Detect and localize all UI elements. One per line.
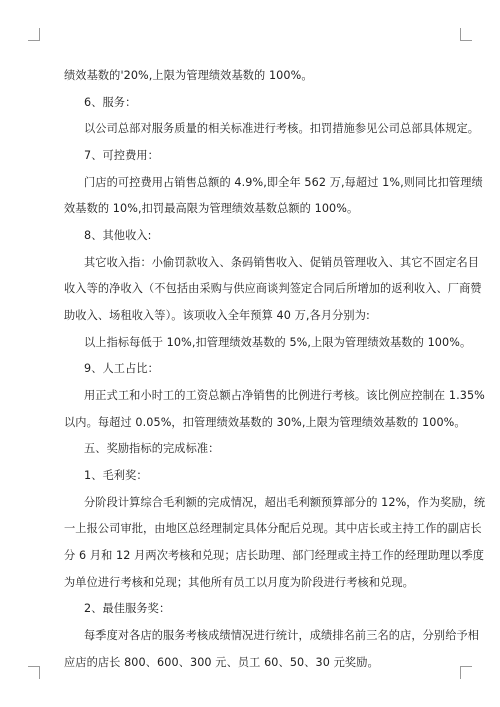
text-line: 用正式工和小时工的工资总额占净销售的比例进行考核。该比例应控制在 1.35% <box>84 389 485 402</box>
crop-mark-bottom-right <box>460 666 472 679</box>
text-line: 分 6 月和 12 月两次考核和兑现；店长助理、部门经理或主持工作的经理助理以季度 <box>64 549 485 562</box>
section-heading: 1、毛利奖： <box>84 469 148 482</box>
crop-mark-top-right <box>460 28 472 41</box>
section-heading: 7、可控费用： <box>84 149 159 162</box>
text-line: 为单位进行考核和兑现；其他所有员工以月度为阶段进行考核和兑现。 <box>64 576 414 589</box>
text-line: 以公司总部对服务质量的相关标准进行考核。扣罚措施参见公司总部具体规定。 <box>84 122 480 135</box>
section-heading: 2、最佳服务奖： <box>84 602 171 615</box>
section-heading: 五、奖励指标的完成标准： <box>84 442 220 455</box>
crop-mark-top-left <box>28 28 40 41</box>
text-line: 收入等的净收入（不包括由采购与供应商谈判签定合同后所增加的返利收入、厂商赞 <box>64 282 482 295</box>
section-heading: 8、其他收入: <box>84 229 152 242</box>
text-line: 绩效基数的'20%,上限为管理绩效基数的 100%。 <box>64 69 313 82</box>
text-line: 以上指标每低于 10%,扣管理绩效基数的 5%,上限为管理绩效基数的 100%。 <box>84 336 472 349</box>
text-line: 每季度对各店的服务考核成绩情况进行统计，成绩排名前三名的店，分别给予相 <box>84 629 480 642</box>
text-line: 助收入、场租收入等）。该项收入全年预算 40 万,各月分别为: <box>64 309 370 322</box>
text-line: 其它收入指：小偷罚款收入、条码销售收入、促销员管理收入、其它不固定名目 <box>84 256 480 269</box>
crop-mark-bottom-left <box>28 666 40 679</box>
section-heading: 6、服务： <box>84 96 137 109</box>
text-line: 一上报公司审批，由地区总经理制定具体分配后兑现。其中店长或主持工作的副店长 <box>64 522 482 535</box>
text-line: 应店的店长 800、600、300 元、员工 60、50、30 元奖励。 <box>64 656 379 669</box>
text-line: 门店的可控费用占销售总额的 4.9%,即全年 562 万,每超过 1%,则同比扣管理绩 <box>84 176 483 189</box>
text-line: 分阶段计算综合毛利额的完成情况，超出毛利额预算部分的 12%，作为奖励，统 <box>84 496 486 509</box>
section-heading: 9、人工占比： <box>84 362 159 375</box>
text-line: 效基数的 10%,扣罚最高限为管理绩效基数总额的 100%。 <box>64 202 359 215</box>
text-line: 以内。每超过 0.05%，扣管理绩效基数的 30%,上限为管理绩效基数的 100%。 <box>64 416 466 429</box>
